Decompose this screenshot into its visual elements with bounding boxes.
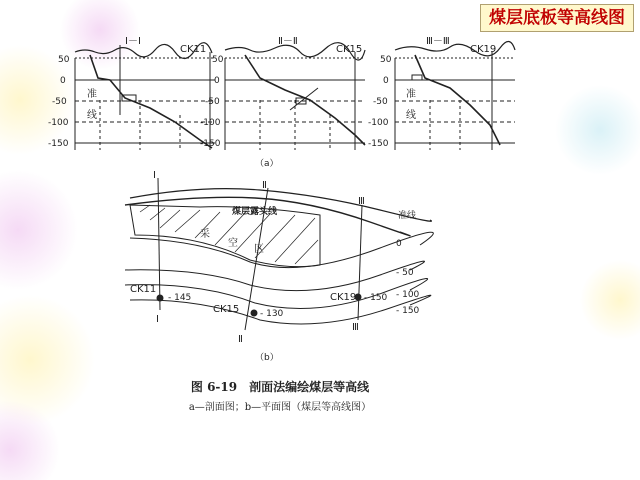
mined-area-char-3: 区 xyxy=(254,244,264,255)
tick-label-c3: -50 xyxy=(373,97,388,107)
figure-caption: 图 6-19 剖面法编绘煤层等高线 xyxy=(190,380,370,394)
mined-area-char-2: 空 xyxy=(228,238,238,249)
profile-1-name: Ⅰ－Ⅰ xyxy=(125,36,141,47)
profile-1-side-label-2: 线 xyxy=(87,110,97,121)
profile-2-well: CK15 xyxy=(336,44,363,55)
outcrop-label: 煤层露头线 xyxy=(232,207,278,217)
tick-label-a1: 50 xyxy=(58,55,70,65)
contour-label-150: - 150 xyxy=(396,306,420,316)
section-mark-2-top: Ⅱ xyxy=(262,180,267,191)
section-mark-2-bottom: Ⅱ xyxy=(238,334,243,345)
well-ck15-name: CK15 xyxy=(213,304,240,315)
well-ck11-value: - 145 xyxy=(168,293,192,303)
well-ck15-value: - 130 xyxy=(260,309,284,319)
tick-label-a5: -150 xyxy=(48,139,69,149)
contour-label-50: - 50 xyxy=(396,268,414,278)
profile-2-name: Ⅱ－Ⅱ xyxy=(278,36,298,47)
section-mark-1-top: Ⅰ xyxy=(153,170,156,181)
profile-3-side-label-2: 线 xyxy=(406,110,416,121)
tick-label-c1: 50 xyxy=(380,55,392,65)
tick-label-c4: -100 xyxy=(368,118,389,128)
plan-view xyxy=(125,178,433,330)
profile-section-2 xyxy=(225,43,365,150)
tick-label-c2: 0 xyxy=(383,76,389,86)
profile-1-well: CK11 xyxy=(180,44,207,55)
well-ck19-name: CK19 xyxy=(330,292,357,303)
section-mark-3-top: Ⅲ xyxy=(358,196,365,207)
figure-subcaption: a—剖面图；b—平面图（煤层等高线图） xyxy=(188,402,372,413)
section-mark-3-bottom: Ⅲ xyxy=(352,322,359,333)
tick-label-b5: -150 xyxy=(200,139,221,149)
datum-label: 准线 xyxy=(398,211,417,221)
contour-label-0: 0 xyxy=(396,239,402,249)
profile-3-name: Ⅲ－Ⅲ xyxy=(426,36,450,47)
tick-label-a4: -100 xyxy=(48,118,69,128)
slide-title: 煤层底板等高线图 xyxy=(480,4,634,32)
tick-label-c5: -150 xyxy=(368,139,389,149)
section-mark-1-bottom: Ⅰ xyxy=(156,314,159,325)
profile-3-well: CK19 xyxy=(470,44,497,55)
panel-b-label: （b） xyxy=(255,353,279,363)
mined-area-char-1: 采 xyxy=(200,229,210,240)
contour-label-100: - 100 xyxy=(396,290,420,300)
tick-label-b3: -50 xyxy=(205,97,220,107)
tick-label-a2: 0 xyxy=(60,76,66,86)
profile-3-side-label-1: 准 xyxy=(406,89,416,100)
panel-a-label: （a） xyxy=(255,159,279,169)
tick-label-b4: -100 xyxy=(200,118,221,128)
tick-label-b2: 0 xyxy=(214,76,220,86)
profile-1-side-label-1: 准 xyxy=(87,89,97,100)
well-ck11-name: CK11 xyxy=(130,284,157,295)
tick-label-b1: 50 xyxy=(212,55,224,65)
tick-label-a3: -50 xyxy=(52,97,67,107)
well-ck19-value: - 150 xyxy=(364,293,388,303)
